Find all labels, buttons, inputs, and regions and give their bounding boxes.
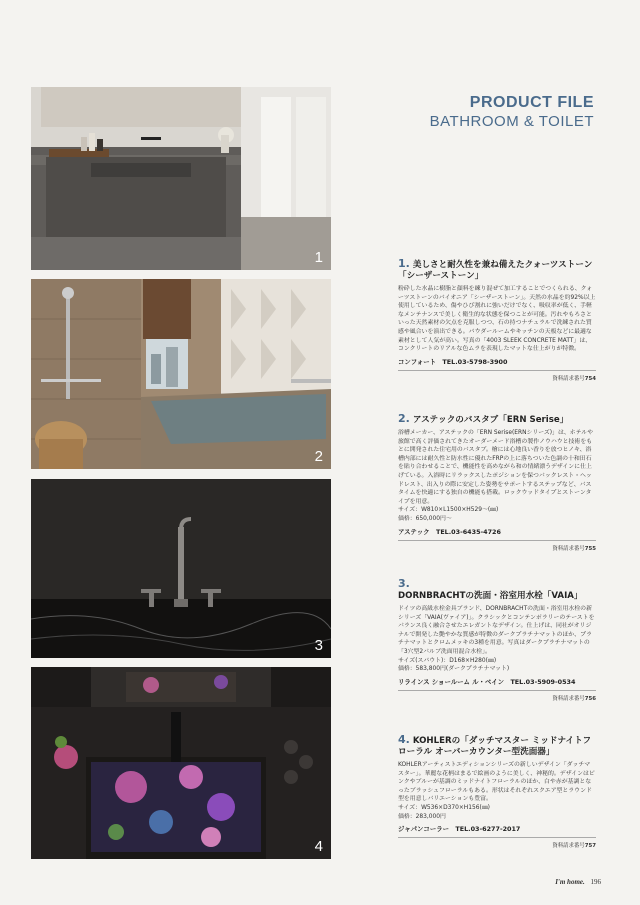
photo-number: 1 <box>314 249 323 266</box>
request-code: 757 <box>584 843 596 850</box>
product-price: 価格：650,000円〜 <box>398 515 452 522</box>
product-contact: リラインス ショールーム ル・ベイン TEL.03-5909-0534 <box>398 677 576 686</box>
product-description: 粉砕した水晶に樹脂と顔料を練り混ぜて加工することでつくられる、クォーツストーンのパイオニア「シーザーストーン」。天然の水晶を約92%以上使用しているため、傷やひび割れに強いだけでなく、吸収率が低く、手軽なメンテナンスで美しく衛生的な状態を保つことが可能。汚れやもろさといった天然素材の欠点を克服しつつ、石の持つナチュラルで洗練された質感や風合いを演出できる。パウダールームやキッチンの天板などに最適な素材として人気が高い。写真の「4003 SLEEK CONCRETE MATT」は、コンクリートのリアルな色ムラを表現したマットな仕上がりが特徴。 <box>398 286 596 353</box>
request-label: 資料請求番号 <box>552 375 585 382</box>
request-label: 資料請求番号 <box>552 843 585 850</box>
request-number <box>398 690 596 702</box>
product-item-1 <box>398 258 596 382</box>
product-title-text: 美しさと耐久性を兼ね備えたクォーツストーン「シーザーストーン」 <box>398 260 593 281</box>
product-size: サイズ：W536×D370×H156(㎜) <box>398 804 490 811</box>
product-price: 価格：283,000円 <box>398 813 446 820</box>
product-contact: コンフォート TEL.03-5798-3900 <box>398 357 508 366</box>
product-title <box>398 578 596 602</box>
page-number: 196 <box>590 878 601 886</box>
request-code: 756 <box>584 695 596 702</box>
header-title: PRODUCT FILE <box>469 94 594 111</box>
request-number <box>398 540 596 552</box>
product-title-text: アステックのバスタブ「ERN Serise」 <box>412 415 569 425</box>
product-price: 価格：583,800円(ダークプラチナマット) <box>398 666 510 673</box>
photo-number: 2 <box>314 448 323 465</box>
product-title-text: DORNBRACHTの洗面・浴室用水栓「VAIA」 <box>398 591 583 601</box>
product-title <box>398 258 596 282</box>
product-size: サイズ：W810×L1500×H529〜(㎜) <box>398 507 499 514</box>
product-description: KOHLERアーティストエディションシリーズの新しいデザイン「ダッチマスター」。華麗な花柄はまるで絵画のように美しく、神秘的。デザインはピンクやブルーが基調のミッドナイトフローラルのほか、白や赤が基調となったブラッシュフローラルもある。形状はそれぞれスクエア型とラウンド型を用意しバリエーションも豊富。 <box>398 762 595 803</box>
request-label: 資料請求番号 <box>552 695 585 702</box>
photo-faucet-image <box>31 479 331 658</box>
product-title <box>398 734 596 758</box>
product-size: サイズ(スパウト)：D168×H280(㎜) <box>398 657 497 664</box>
section-header <box>430 94 594 130</box>
product-item-2 <box>398 413 596 552</box>
request-code: 755 <box>584 545 596 552</box>
photo-floral-basin <box>31 667 331 859</box>
request-label: 資料請求番号 <box>552 545 585 552</box>
product-number: 1. <box>398 257 410 270</box>
magazine-logo: I'm home. <box>555 878 585 886</box>
product-title-text: KOHLERの「ダッチマスター ミッドナイトフローラル オーバーカウンター型洗面器」 <box>398 736 592 757</box>
request-number <box>398 837 596 849</box>
photo-bathtub-image <box>31 279 331 469</box>
product-item-4 <box>398 734 596 849</box>
photo-number: 4 <box>314 838 323 855</box>
product-item-3 <box>398 578 596 702</box>
product-description: 浴槽メーカー、アステックの「ERN Serise(ERNシリーズ)」は、ホテルや旅館で高く評価されてきたオーダーメード浴槽の製作ノウハウと技術をもとに開発された住宅用のバスタブ。檜には心地良い香りを放つヒノキ、浴槽内部には耐久性と防水性に優れたFRPの上に落ちついた色調の十和田石を貼り合わせることで、機能性を高めながら和の情緒漂うデザインに仕上げている。入浴時にリラックスしたポジションを保つバックレスト・ヘッドレスト、出入りの際に安定した姿勢をサポートするステップなど、バスタイムを快適にする独自の機能も搭載。ロックウッドタイプとストーンタイプを用意。 <box>398 430 593 505</box>
request-code: 754 <box>584 375 596 382</box>
product-number: 4. <box>398 733 410 746</box>
product-title <box>398 413 596 426</box>
photo-concrete-sink <box>31 87 331 270</box>
product-number: 3. <box>398 577 410 590</box>
photo-floral-basin-image <box>31 667 331 859</box>
header-subtitle: BATHROOM & TOILET <box>429 113 594 130</box>
photo-concrete-sink-image <box>31 87 331 270</box>
page-footer <box>555 878 601 886</box>
photo-number: 3 <box>314 637 323 654</box>
request-number <box>398 370 596 382</box>
product-description: ドイツの高級水栓金具ブランド、DORNBRACHTの洗面・浴室用水栓の新シリーズ「VAIA(ヴァイア)」。クラシックとコンテンポラリーのテーストをバランス良く融合させたエレガントなデザイン。仕上げは、同社がオリジナルで開発した艶やかな質感が特徴のダークプラチナマットのほか、プラチナマットとクロムメッキの3種を用意。写真はダークプラチナマットの「3穴型2バルブ洗面用混合水栓」。 <box>398 606 595 655</box>
photo-faucet <box>31 479 331 658</box>
product-contact: アステック TEL.03-6435-4726 <box>398 527 501 536</box>
product-number: 2. <box>398 412 410 425</box>
photo-bathtub <box>31 279 331 469</box>
product-contact: ジャパンコーラー TEL.03-6277-2017 <box>398 825 521 834</box>
